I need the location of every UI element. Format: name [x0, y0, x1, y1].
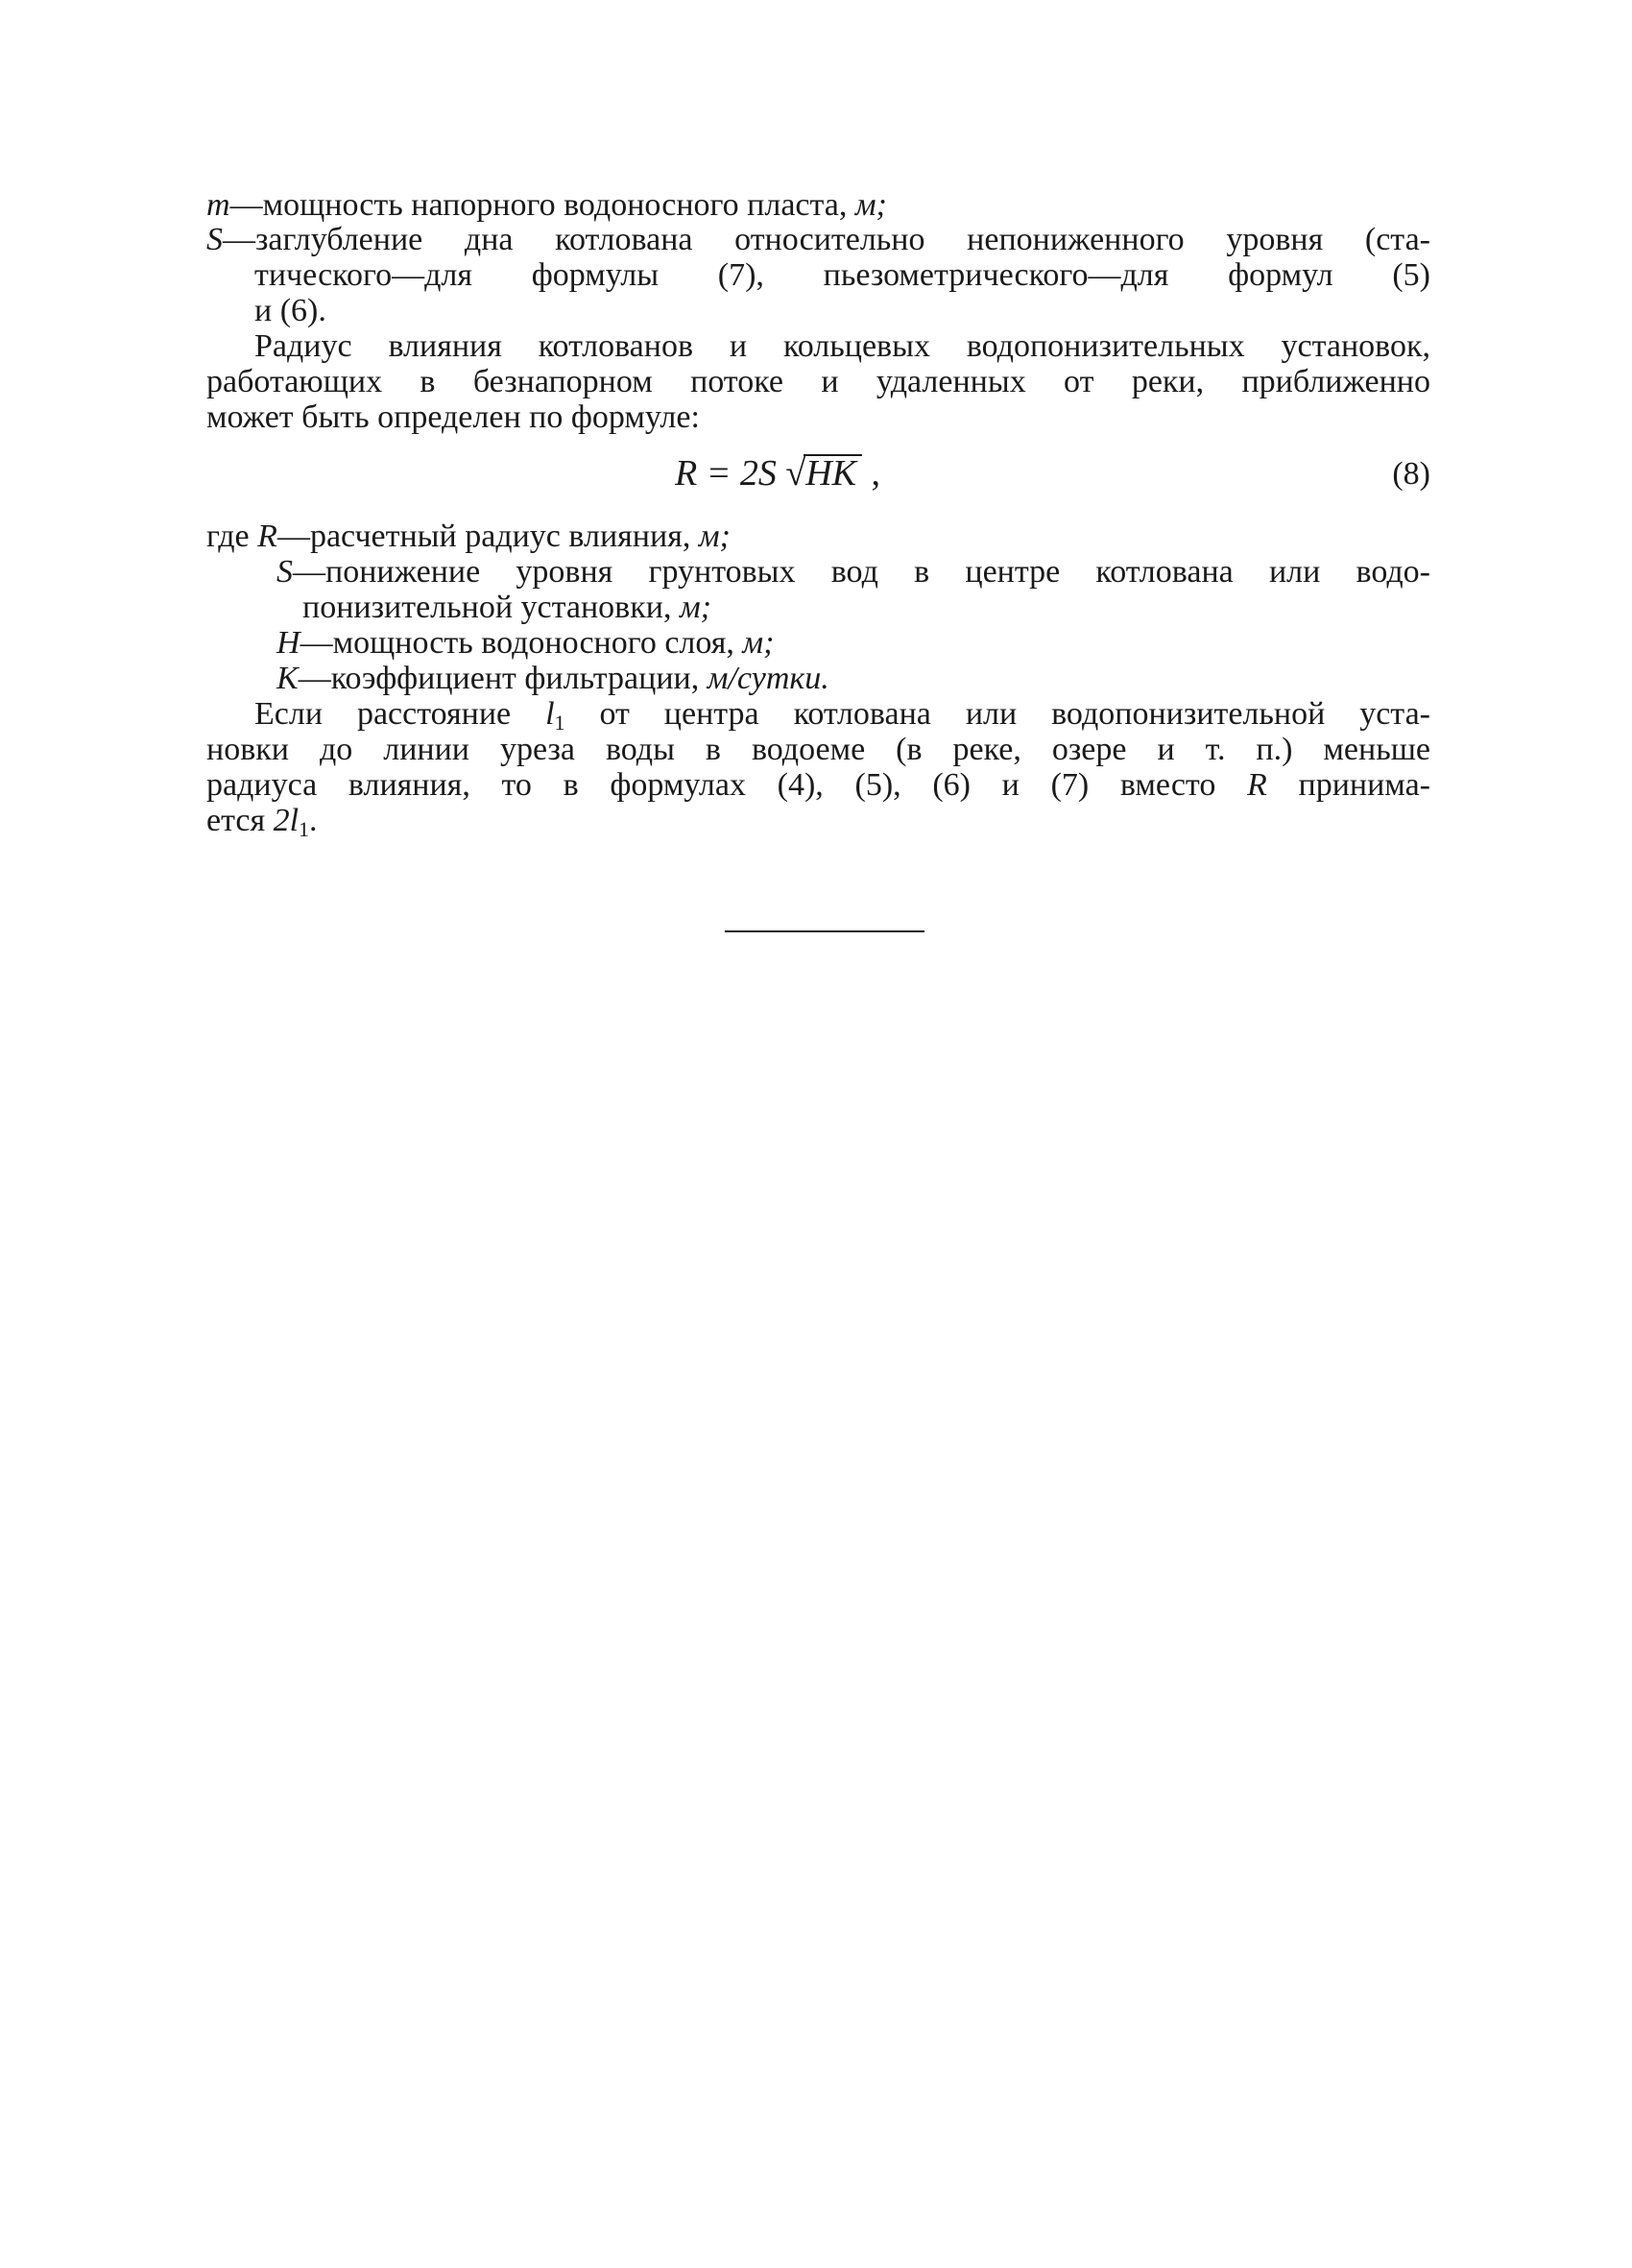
sqrt-symbol: √ [785, 453, 806, 494]
unit: м; [742, 625, 775, 661]
paragraph-line: новки до линии уреза воды в водоеме (в реке, озере и т. п.) меньше [206, 732, 1430, 767]
unit: м/сутки. [707, 661, 829, 696]
paragraph-line [206, 696, 1430, 735]
text-run: Если расстояние [254, 696, 546, 732]
paragraph-line [206, 767, 1430, 803]
symbol-k: K [276, 661, 299, 696]
text-run: ется [206, 803, 274, 838]
subscript: 1 [299, 817, 310, 841]
definition-s-line2: тического—для формулы (7), пьезометрического—для формул (5) [254, 257, 1430, 293]
symbol-m: m [206, 187, 230, 223]
subscript: 1 [554, 711, 565, 735]
formula-8 [206, 454, 1430, 502]
unit: м; [679, 590, 711, 625]
definition-k [206, 661, 1430, 696]
section-end-rule [725, 930, 924, 932]
paragraph-line [206, 803, 1430, 841]
formula-tail: , [862, 453, 881, 494]
definition-s-line3: и (6). [254, 293, 326, 328]
where-prefix: где [206, 519, 258, 554]
formula-lhs: R = 2S [675, 453, 777, 494]
definition-text: понизительной установки, [302, 590, 672, 625]
formula-expression [675, 454, 880, 492]
formula-number: (8) [1392, 456, 1430, 492]
symbol-l: l [545, 696, 555, 732]
symbol-r: R [257, 519, 277, 554]
definition-r [206, 519, 1430, 554]
definition-text: —мощность водоносного слоя, [300, 625, 734, 661]
definition-text: —расчетный радиус влияния, [276, 519, 691, 554]
definition-m [206, 187, 1430, 223]
paragraph-line: работающих в безнапорном потоке и удаленных от реки, приближенно [206, 364, 1430, 399]
symbol-s: S [206, 222, 223, 257]
symbol-h: H [276, 625, 300, 661]
definition-h [206, 625, 1430, 661]
paragraph-line: Радиус влияния котлованов и кольцевых водопонизительных установок, [254, 328, 1430, 364]
definition-text: —мощность напорного водоносного пласта, [229, 187, 848, 223]
symbol-r: R [1247, 767, 1267, 803]
paragraph-line: может быть определен по формуле: [206, 399, 700, 435]
definition-s-line1 [206, 222, 1430, 257]
symbol-2l: 2l [273, 803, 300, 838]
formula-radicand: HK [804, 454, 862, 492]
definition-text: —понижение уровня грунтовых вод в центре котлована или водо- [293, 554, 1430, 590]
unit: м; [854, 187, 887, 223]
definition-s2-line2 [206, 590, 1430, 625]
unit: м; [698, 519, 731, 554]
text-run: от центра котлована или водопонизительной уста- [564, 696, 1430, 732]
definition-text: —коэффициент фильтрации, [298, 661, 700, 696]
text-run: принима- [1266, 767, 1430, 803]
definition-s2-line1 [206, 554, 1430, 590]
symbol-s: S [276, 554, 293, 590]
definition-text: —заглубление дна котлована относительно непониженного уровня (ста- [223, 222, 1430, 257]
text-run: радиуса влияния, то в формулах (4), (5), (6) и (7) вместо [206, 767, 1248, 803]
text-run: . [309, 803, 318, 838]
